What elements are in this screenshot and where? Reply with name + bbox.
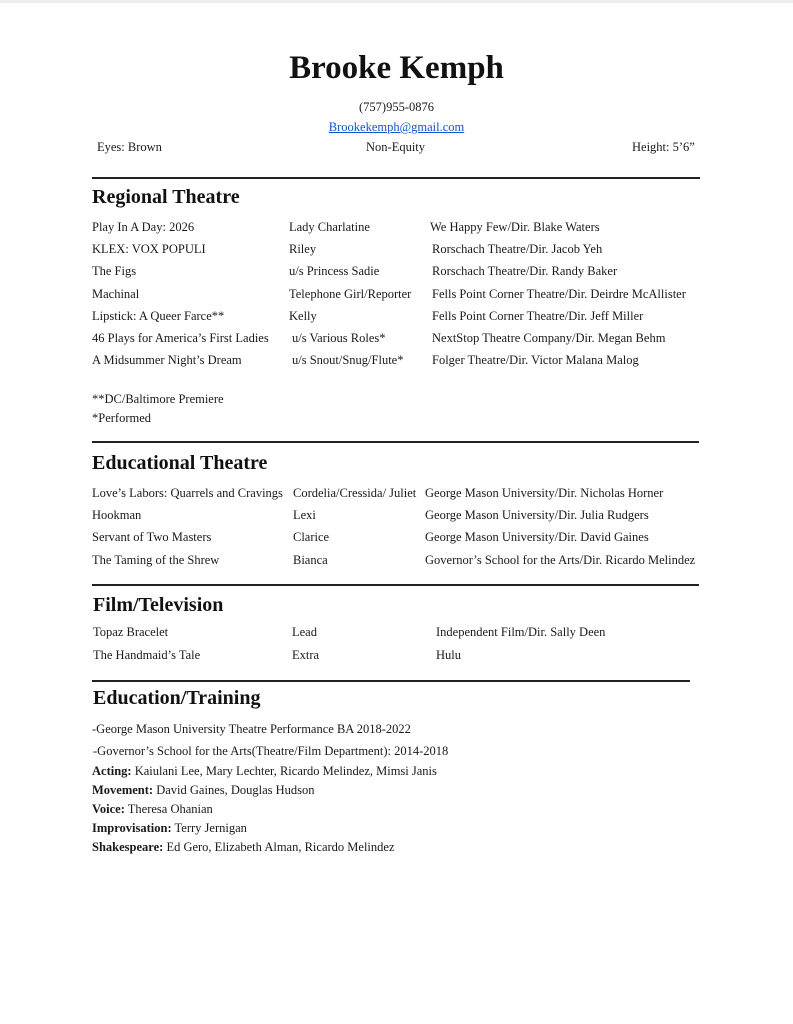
height: Height: 5’6” [632,140,695,154]
show-title: The Figs [92,264,137,278]
show-title: Topaz Bracelet [93,625,169,639]
credit-row [0,625,793,643]
credit-row [0,331,793,349]
training-improvisation [92,821,247,836]
company-director: Hulu [436,648,461,662]
company-director: Folger Theatre/Dir. Victor Malana Malog [432,353,639,367]
show-title: Hookman [92,508,142,522]
show-title: Love’s Labors: Quarrels and Cravings [92,486,283,500]
training-teachers: Kaiulani Lee, Mary Lechter, Ricardo Melindez, Mimsi Janis [131,764,437,778]
credit-row [0,553,793,571]
show-title: Play In A Day: 2026 [92,220,195,234]
divider [92,680,690,682]
company-director: George Mason University/Dir. Nicholas Horner [425,486,664,500]
credit-row [0,508,793,526]
show-title: Lipstick: A Queer Farce** [92,309,225,323]
section-title-film: Film/Television [93,594,224,616]
phone-number: (757)955-0876 [359,100,434,114]
company-director: George Mason University/Dir. Julia Rudgers [425,508,649,522]
credit-row [0,220,793,238]
credit-row [0,648,793,666]
training-acting [92,764,437,779]
company-director: We Happy Few/Dir. Blake Waters [430,220,600,234]
section-title-education: Education/Training [93,687,261,709]
email-link[interactable]: Brookekemph@gmail.com [328,120,465,134]
section-title-educational: Educational Theatre [92,452,268,474]
training-teachers: Theresa Ohanian [124,802,213,816]
role: Telephone Girl/Reporter [289,287,412,301]
show-title: Servant of Two Masters [92,530,212,544]
role: u/s Various Roles* [292,331,386,345]
degree-gmu: -George Mason University Theatre Performance BA 2018-2022 [92,722,411,736]
section-title-regional: Regional Theatre [92,186,240,208]
training-teachers: David Gaines, Douglas Hudson [153,783,315,797]
training-label: Movement: [92,783,154,797]
divider [92,441,699,443]
divider [92,584,699,586]
training-label: Acting: [92,764,132,778]
footnote-premiere: **DC/Baltimore Premiere [92,392,224,406]
company-director: NextStop Theatre Company/Dir. Megan Behm [432,331,666,345]
actor-name: Brooke Kemph [289,50,504,86]
role: Clarice [293,530,330,544]
eye-color: Eyes: Brown [97,140,162,154]
role: Kelly [289,309,317,323]
credit-row [0,486,793,504]
role: Riley [289,242,317,256]
training-movement [92,783,315,798]
company-director: Fells Point Corner Theatre/Dir. Deirdre McAllister [432,287,686,301]
show-title: KLEX: VOX POPULI [92,242,206,256]
training-voice [92,802,213,817]
role: Bianca [293,553,328,567]
footnote-performed: *Performed [92,411,152,425]
training-teachers: Terry Jernigan [171,821,247,835]
divider [92,177,700,179]
company-director: George Mason University/Dir. David Gaines [425,530,649,544]
role: Lexi [293,508,316,522]
degree-governors-school: -Governor’s School for the Arts(Theatre/Film Department): 2014-2018 [93,744,449,758]
training-label: Improvisation: [92,821,172,835]
role: Lady Charlatine [289,220,370,234]
role: Cordelia/Cressida/ Juliet [293,486,417,500]
show-title: The Handmaid’s Tale [93,648,201,662]
company-director: Governor’s School for the Arts/Dir. Ricardo Melindez [425,553,696,567]
credit-row [0,353,793,371]
union-status: Non-Equity [366,140,426,154]
show-title: A Midsummer Night’s Dream [92,353,242,367]
credit-row [0,264,793,282]
top-border [0,0,793,3]
company-director: Fells Point Corner Theatre/Dir. Jeff Miller [432,309,644,323]
training-teachers: Ed Gero, Elizabeth Alman, Ricardo Melindez [163,840,395,854]
role: u/s Snout/Snug/Flute* [292,353,404,367]
role: Extra [292,648,320,662]
show-title: Machinal [92,287,140,301]
show-title: The Taming of the Shrew [92,553,220,567]
company-director: Rorschach Theatre/Dir. Randy Baker [432,264,618,278]
credit-row [0,530,793,548]
show-title: 46 Plays for America’s First Ladies [92,331,269,345]
role: u/s Princess Sadie [289,264,380,278]
training-label: Voice: [92,802,125,816]
company-director: Rorschach Theatre/Dir. Jacob Yeh [432,242,603,256]
role: Lead [292,625,317,639]
training-shakespeare [92,840,395,855]
credit-row [0,309,793,327]
training-label: Shakespeare: [92,840,164,854]
company-director: Independent Film/Dir. Sally Deen [436,625,606,639]
credit-row [0,287,793,305]
credit-row [0,242,793,260]
